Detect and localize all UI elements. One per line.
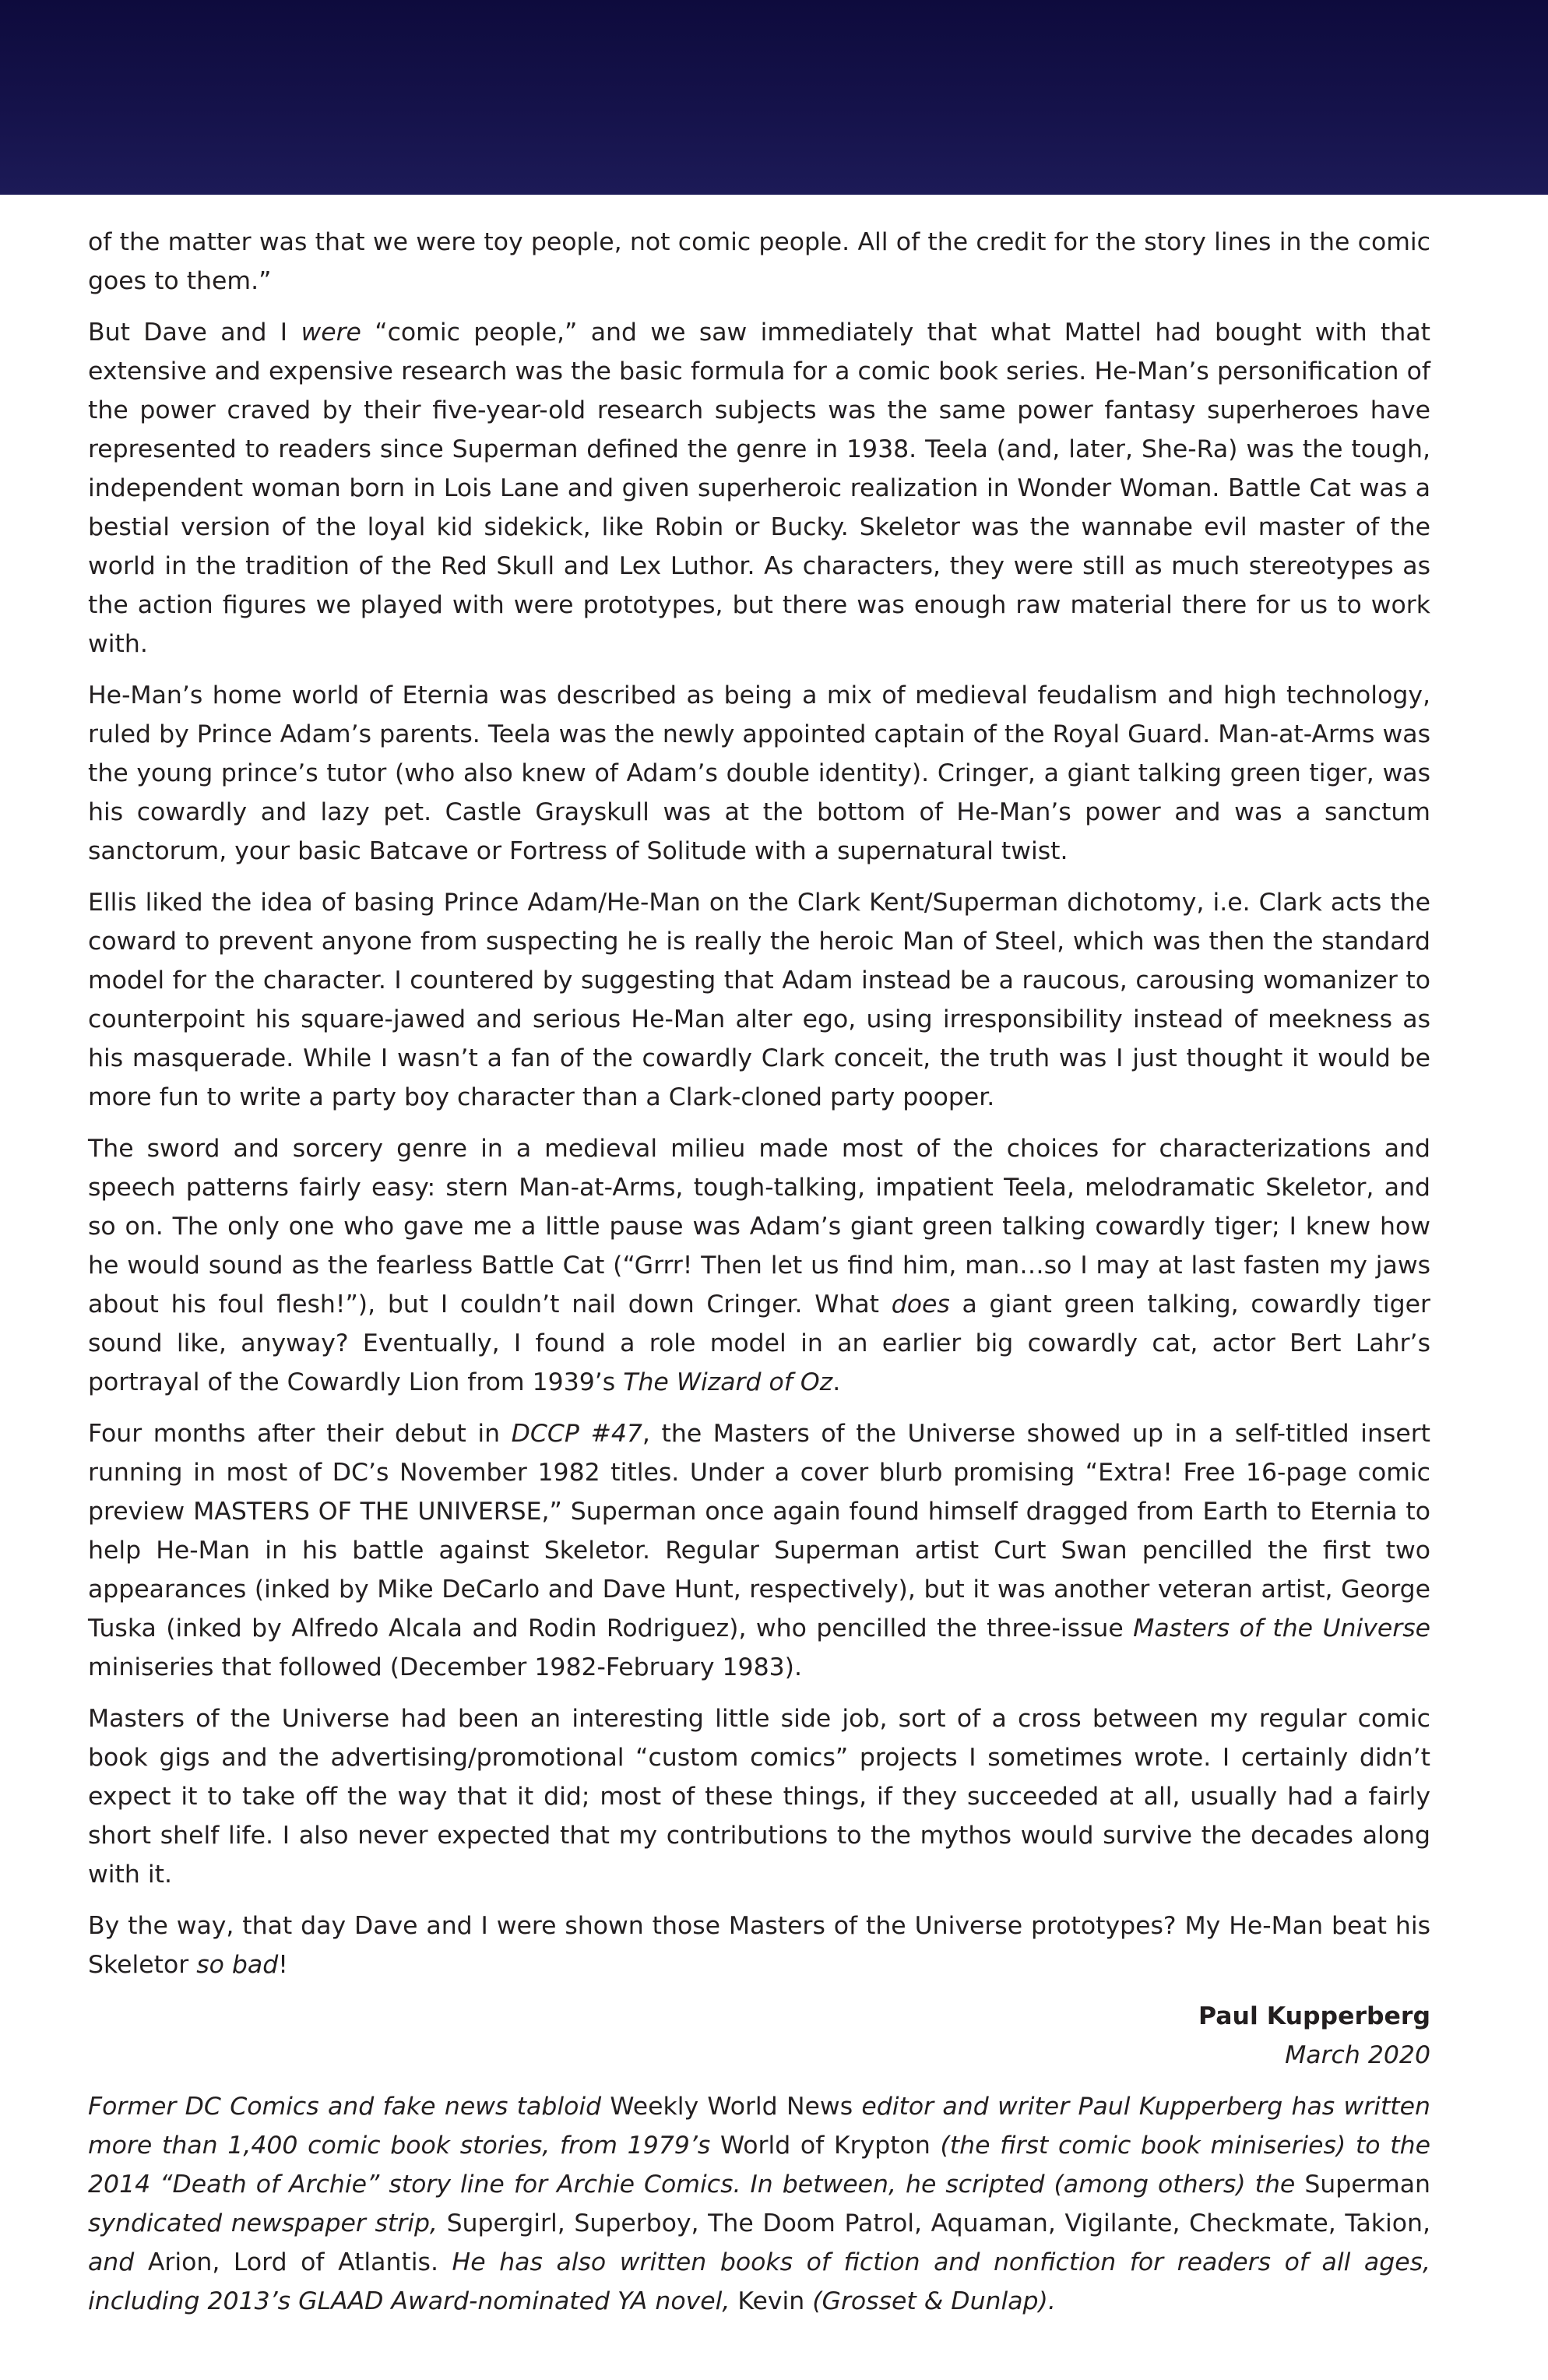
bio-segment: Superman — [1304, 2171, 1430, 2199]
body-paragraph — [88, 313, 1430, 664]
text-segment: were — [301, 319, 361, 347]
body-paragraph — [88, 223, 1430, 301]
text-segment: Masters of the Universe had been an interesting little side job, sort of a cross between my regular comic book gigs and the advertising/promotional “custom comics” projects I sometimes wrote. I certainly didn’t expect it to take off the way that it did; most of these things, if they succeeded at all, usually had a fairly short shelf life. I also never expected that my contributions to the mythos would survive the decades along with it. — [88, 1705, 1430, 1889]
text-segment: But Dave and I — [88, 319, 301, 347]
article-body — [88, 223, 1430, 2321]
bio-segment: Kevin — [737, 2287, 805, 2315]
text-segment: . — [832, 1368, 841, 1396]
text-segment: of the matter was that we were toy people, not comic people. All of the credit for the story lines in the comic goes to them.” — [88, 228, 1430, 295]
text-segment: He-Man’s home world of Eternia was described as being a mix of medieval feudalism and high technology, ruled by Prince Adam’s parents. Teela was the newly appointed captain of the Royal Guard. Man-at-Arms was the young prince’s tutor (who also knew of Adam’s double identity). Cringer, a giant talking green tiger, was his cowardly and lazy pet. Castle Grayskull was at the bottom of He-Man’s power and was a sanctum sanctorum, your basic Batcave or Fortress of Solitude with a supernatural twist. — [88, 681, 1430, 865]
bio-segment: editor and writer Paul Kupperberg has written more than 1,400 comic book stories, from 1979’s — [88, 2093, 1430, 2160]
bio-segment: He has also written books of fiction and nonfiction for readers of all ages, including 2013’s GLAAD Award-nominated YA novel, — [88, 2248, 1430, 2315]
bio-segment: (the first comic book miniseries) to the 2014 “Death of Archie” story line for Archie Comics. In between, he scripted (among others) the — [88, 2132, 1430, 2199]
body-paragraph — [88, 1129, 1430, 1402]
text-segment: does — [891, 1290, 950, 1319]
bio-segment: World of Krypton — [719, 2132, 931, 2160]
text-segment: miniseries that followed (December 1982-February 1983). — [88, 1653, 802, 1681]
text-segment: Ellis liked the idea of basing Prince Adam/He-Man on the Clark Kent/Superman dichotomy, i.e. Clark acts the coward to prevent anyone from suspecting he is really the heroic Man of Steel, which was then the standard model for the character. I countered by suggesting that Adam instead be a raucous, carousing womanizer to counterpoint his square-jawed and serious He-Man alter ego, using irresponsibility instead of meekness as his masquerade. While I wasn’t a fan of the cowardly Clark conceit, the truth was I just thought it would be more fun to write a party boy character than a Clark-cloned party pooper. — [88, 889, 1430, 1111]
text-segment: Four months after their debut in — [88, 1420, 512, 1448]
body-paragraph — [88, 883, 1430, 1117]
author-name: Paul Kupperberg — [1198, 2002, 1430, 2030]
body-paragraph — [88, 1699, 1430, 1894]
text-segment: , the Masters of the Universe showed up in a self-titled insert running in most of DC’s November 1982 titles. Under a cover blurb promising “Extra! Free 16-page comic preview MASTERS OF THE UNIVERSE,” Superman once again found himself dragged from Earth to Eternia to help He-Man in his battle against Skeletor. Regular Superman artist Curt Swan pencilled the first two appearances (inked by Mike DeCarlo and Dave Hunt, respectively), but it was another veteran artist, George Tuska (inked by Alfredo Alcala and Rodin Rodriguez), who pencilled the three-issue — [88, 1420, 1430, 1642]
bio-segment: Weekly World News — [610, 2093, 853, 2121]
text-segment: DCCP #47 — [511, 1420, 642, 1448]
body-paragraph — [88, 1906, 1430, 1984]
signature-date: March 2020 — [1285, 2041, 1430, 2069]
bio-segment: Former DC Comics and fake news tabloid — [88, 2093, 610, 2121]
text-segment: The sword and sorcery genre in a medieval milieu made most of the choices for characterizations and speech patterns fairly easy: stern Man-at-Arms, tough-talking, impatient Teela, melodramatic Skeletor, and so on. The only one who gave me a little pause was Adam’s giant green talking cowardly tiger; I knew how he would sound as the fearless Battle Cat (“Grrr! Then let us find him, man…so I may at last fasten my jaws about his foul flesh!”), but I couldn’t nail down Cringer. What — [88, 1135, 1430, 1319]
body-paragraph — [88, 1414, 1430, 1687]
author-bio — [88, 2087, 1430, 2321]
text-segment: By the way, that day Dave and I were shown those Masters of the Universe prototypes? My He-Man beat his Skeletor — [88, 1912, 1430, 1979]
bio-segment: (Grosset & Dunlap). — [804, 2287, 1056, 2315]
text-segment: “comic people,” and we saw immediately that what Mattel had bought with that extensive and expensive research was the basic formula for a comic book series. He-Man’s personification of the power craved by their five-year-old research subjects was the same power fantasy superheroes have represented to readers since Superman defined the genre in 1938. Teela (and, later, She-Ra) was the tough, independent woman born in Lois Lane and given superheroic realization in Wonder Woman. Battle Cat was a bestial version of the loyal kid sidekick, like Robin or Bucky. Skeletor was the wannabe evil master of the world in the tradition of the Red Skull and Lex Luthor. As characters, they were still as much stereotypes as the action figures we played with were prototypes, but there was enough raw material there for us to work with. — [88, 319, 1430, 658]
paragraph-list — [88, 223, 1430, 1984]
text-segment: ! — [278, 1951, 288, 1979]
header-band — [0, 0, 1548, 195]
bio-segment: and — [88, 2248, 148, 2276]
text-segment: Masters of the Universe — [1133, 1614, 1430, 1642]
body-paragraph — [88, 676, 1430, 871]
text-segment: The Wizard of Oz — [623, 1368, 833, 1396]
text-segment: a giant green talking, cowardly tiger sound like, anyway? Eventually, I found a role model in an earlier big cowardly cat, actor Bert Lahr’s portrayal of the Cowardly Lion from 1939’s — [88, 1290, 1431, 1396]
bio-segment: syndicated newspaper strip, — [88, 2209, 447, 2237]
bio-segment: Supergirl, Superboy, The Doom Patrol, Aquaman, Vigilante, Checkmate, Takion, — [446, 2209, 1430, 2237]
text-segment: so bad — [196, 1951, 279, 1979]
bio-segment: Arion, Lord of Atlantis. — [147, 2248, 438, 2276]
